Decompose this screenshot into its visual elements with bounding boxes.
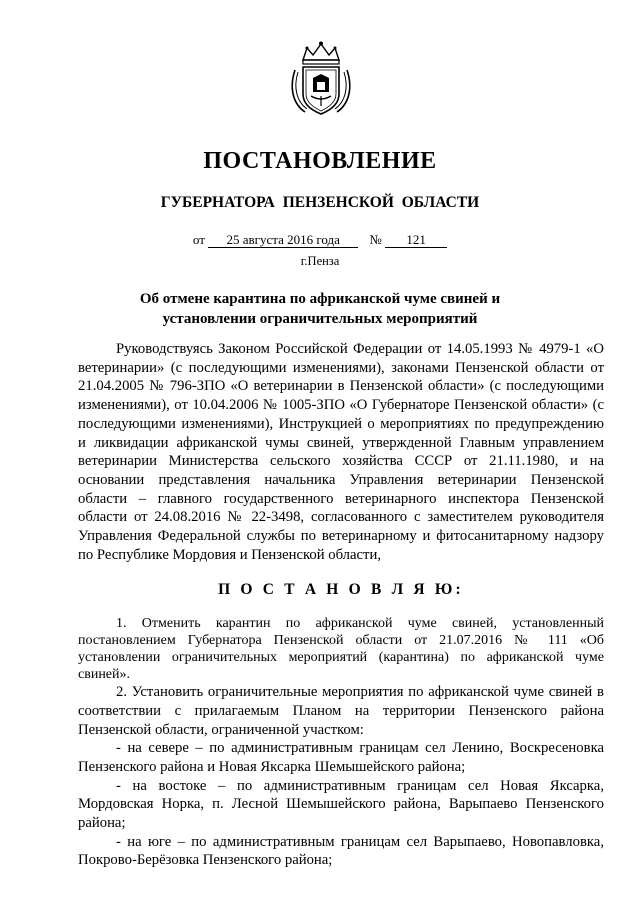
- document-title: ПОСТАНОВЛЕНИЕ: [203, 148, 437, 174]
- coat-of-arms-emblem: [289, 40, 353, 118]
- document-body: [78, 340, 604, 870]
- preamble-paragraph: Руководствуясь Законом Российской Федерации от 14.05.1993 № 4979-1 «О ветеринарии» (с последующими изменениями), законами Пензенской области от 21.04.2005 № 796-ЗПО «О ветеринарии в Пензенской области» (с последующими изменениями), от 10.04.2006 № 1005-ЗПО «О Губернаторе Пензенской области» (с последующими изменениями), Инструкцией о мероприятиях по предупреждению и ликвидации африканской чумы свиней, утвержденной Главным управлением ветеринарии Министерства сельского хозяйства СССР от 21.11.1980, и на основании представления начальника Управления ветеринарии Пензенской области – главного государственного ветеринарного инспектора Пензенской области от 24.08.2016 № 22-3498, согласованного с заместителем руководителя Управления Федеральной службы по ветеринарному и фитосанитарному надзору по Республике Мордовия и Пензенской области,: [78, 341, 604, 563]
- item-east-paragraph: - на востоке – по административным границам сел Новая Яксарка, Мордовская Норка, п. Лесной Шемышейского района, Варыпаево Пензенского района;: [78, 777, 604, 832]
- item-1-paragraph: 1. Отменить карантин по африканской чуме свиней, установленный постановлением Губернатора Пензенской области от 21.07.2016 № 111 «Об установлении ограничительных мероприятий (карантина) по африканской чуме свиней».: [78, 616, 604, 683]
- item-2-paragraph: 2. Установить ограничительные мероприятия по африканской чуме свиней в соответствии с прилагаемым Планом на территории Пензенского района Пензенской области, ограниченной участком:: [78, 684, 604, 738]
- document-date: 25 августа 2016 года: [208, 233, 358, 248]
- item-north-paragraph: - на севере – по административным границам сел Ленино, Воскресеновка Пензенского района и Новая Яксарка Шемышейского района;: [78, 740, 604, 775]
- item-south-paragraph: - на юге – по административным границам сел Варыпаево, Новопавловка, Покрово-Берёзовка Пензенского района;: [78, 833, 604, 869]
- dateline: [0, 232, 640, 248]
- date-prefix: от: [192, 232, 205, 247]
- city: г.Пенза: [300, 254, 340, 268]
- document-heading: [100, 289, 540, 329]
- heading-line-2: установлении ограничительных мероприятий: [162, 311, 478, 327]
- heading-line-1: Об отмене карантина по африканской чуме свиней и: [139, 291, 501, 307]
- document-number: 121: [385, 233, 447, 248]
- document-subtitle: ГУБЕРНАТОРА ПЕНЗЕНСКОЙ ОБЛАСТИ: [160, 194, 480, 211]
- number-sign: №: [369, 232, 382, 247]
- decree-word: П О С Т А Н О В Л Я Ю:: [218, 581, 464, 599]
